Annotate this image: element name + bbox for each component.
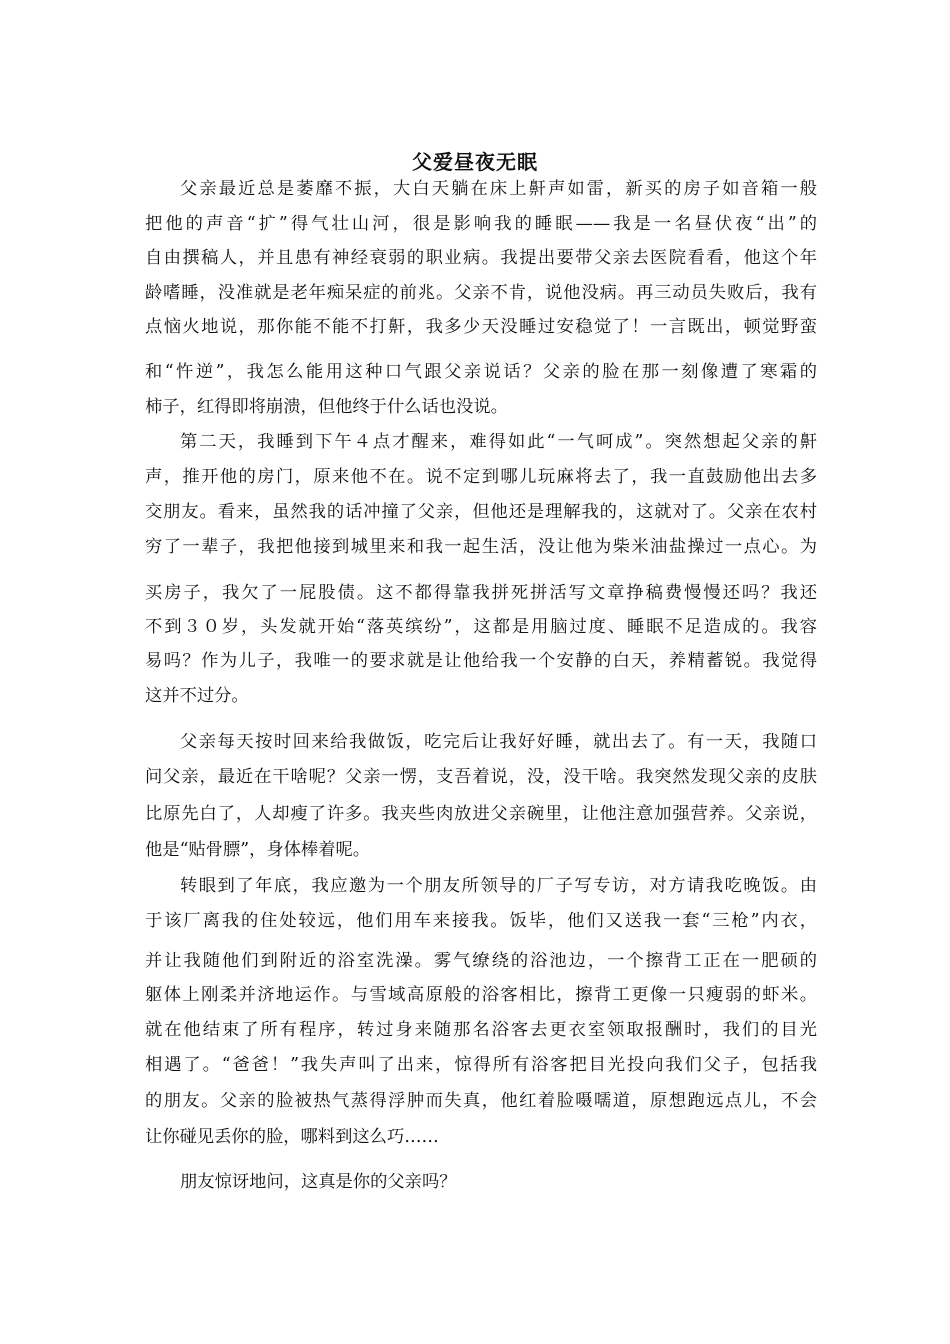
text-line: 自由撰稿人，并且患有神经衰弱的职业病。我提出要带父亲去医院看看，他这个年: [145, 248, 817, 268]
text-line: 声，推开他的房门，原来他不在。说不定到哪儿玩麻将去了，我一直鼓励他出去多: [145, 467, 817, 487]
text-line: 把他的声音“扩”得气壮山河，很是影响我的睡眠——我是一名昼伏夜“出”的: [145, 214, 817, 234]
text-line: 他是“贴骨膘”，身体棒着呢。: [145, 840, 371, 860]
text-line: 点恼火地说，那你能不能不打鼾，我多少天没睡过安稳觉了！一言既出，顿觉野蛮: [145, 317, 817, 337]
text-line: 让你碰见丢你的脸，哪料到这么巧……: [145, 1127, 439, 1147]
document-title: 父爱昼夜无眠: [412, 150, 538, 174]
text-line: 于该厂离我的住处较远，他们用车来接我。饭毕，他们又送我一套“三枪”内衣，: [145, 911, 817, 931]
text-line: 龄嗜睡，没准就是老年痴呆症的前兆。父亲不肯，说他没病。再三动员失败后，我有: [145, 283, 817, 303]
text-line: 比原先白了，人却瘦了许多。我夹些肉放进父亲碗里，让他注意加强营养。父亲说，: [145, 804, 817, 824]
text-line: 父亲最近总是萎靡不振，大白天躺在床上鼾声如雷，新买的房子如音箱一般: [180, 179, 817, 199]
text-line: 父亲每天按时回来给我做饭，吃完后让我好好睡，就出去了。有一天，我随口: [180, 732, 817, 752]
text-line: 就在他结束了所有程序，转过身来随那名浴客去更衣室领取报酬时，我们的目光: [145, 1020, 817, 1040]
text-line: 问父亲，最近在干啥呢？父亲一愣，支吾着说，没，没干啥。我突然发现父亲的皮肤: [145, 767, 817, 787]
text-line: 相遇了。“爸爸！”我失声叫了出来，惊得所有浴客把目光投向我们父子，包括我: [145, 1055, 817, 1075]
text-line: 这并不过分。: [145, 686, 249, 706]
text-line: 易吗？作为儿子，我唯一的要求就是让他给我一个安静的白天，养精蓄锐。我觉得: [145, 651, 817, 671]
text-line: 躯体上刚柔并济地运作。与雪域高原般的浴客相比，擦背工更像一只瘦弱的虾米。: [145, 985, 817, 1005]
text-line: 买房子，我欠了一屁股债。这不都得靠我拼死拼活写文章挣稿费慢慢还吗？我还: [145, 583, 817, 603]
text-line: 柿子，红得即将崩溃，但他终于什么话也没说。: [145, 397, 508, 417]
text-line: 转眼到了年底，我应邀为一个朋友所领导的厂子写专访，对方请我吃晚饭。由: [180, 876, 817, 896]
text-line: 交朋友。看来，虽然我的话冲撞了父亲，但他还是理解我的，这就对了。父亲在农村: [145, 502, 817, 522]
text-line: 和“忤逆”，我怎么能用这种口气跟父亲说话？父亲的脸在那一刻像遭了寒霜的: [145, 362, 817, 382]
text-line: 并让我随他们到附近的浴室洗澡。雾气缭绕的浴池边，一个擦背工正在一肥硕的: [145, 951, 817, 971]
text-line: 朋友惊讶地问，这真是你的父亲吗？: [180, 1172, 457, 1192]
text-line: 第二天，我睡到下午４点才醒来，难得如此“一气呵成”。突然想起父亲的鼾: [180, 432, 817, 452]
text-line: 不到３０岁，头发就开始“落英缤纷”，这都是用脑过度、睡眠不足造成的。我容: [145, 617, 817, 637]
text-line: 穷了一辈子，我把他接到城里来和我一起生活，没让他为柴米油盐操过一点心。为: [145, 537, 817, 557]
text-line: 的朋友。父亲的脸被热气蒸得浮肿而失真，他红着脸嗫嚅道，原想跑远点儿，不会: [145, 1091, 817, 1111]
